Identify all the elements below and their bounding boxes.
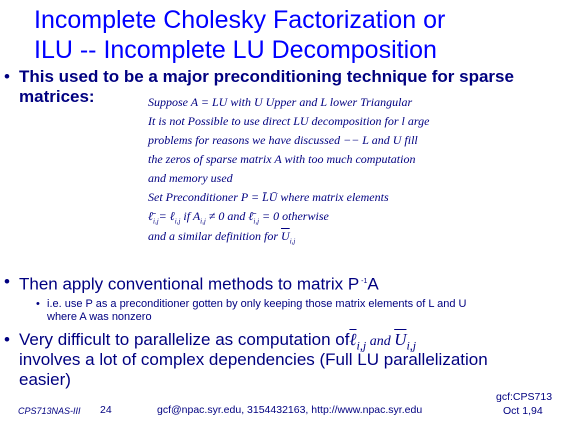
math-line-1: Suppose A = LU with U Upper and L lower Triangular — [148, 95, 413, 109]
bullet2-text: Then apply conventional methods to matrix P $^{-1}$A — [19, 274, 379, 294]
footer-id: gcf:CPS713 — [496, 391, 553, 403]
footer-date: Oct 1,94 — [503, 405, 543, 417]
slide-title-line1: Incomplete Cholesky Factorization or — [34, 6, 446, 34]
math-line-6: Set Preconditioner P = L̄Ū where matrix elements — [148, 190, 389, 204]
math-line-5: and memory used — [148, 171, 233, 185]
footer-contact: gcf@npac.syr.edu, 3154432163, http://www.npac.syr.edu — [157, 404, 423, 416]
math-line-4: the zeros of sparse matrix A with too much computation — [148, 152, 416, 166]
footer-course: CPS713NAS-III — [18, 406, 81, 416]
math-line-3: problems for reasons we have discussed −− L and U fill — [148, 133, 418, 147]
math-line-2: It is not Possible to use direct LU decomposition for l arge — [148, 114, 430, 128]
bullet1-line1: This used to be a major preconditioning technique for sparse — [19, 67, 514, 86]
sub-bullet-line2: where A was nonzero — [47, 311, 152, 323]
sub-bullet-line1: i.e. use P as a preconditioner gotten by only keeping those matrix elements of L and U — [47, 298, 467, 310]
bullet-dot: • — [4, 272, 10, 291]
math-line-8: and a similar definition for $\overline{U}_{i,j}$ — [148, 229, 296, 246]
bullet-dot: • — [4, 67, 10, 86]
bullet-dot: • — [4, 330, 10, 349]
bullet3-line2: involves a lot of complex dependencies (Full LU parallelization — [19, 350, 488, 369]
bullet1-line2: matrices: — [19, 87, 95, 106]
math-line-7: $\ell̄_{i,j}=$ ℓ$_{i,j}$ if $A_{i,j} \ne 0$ and $\ell̄_{i,j} = 0$ otherwise — [148, 209, 329, 226]
slide-title-line2: ILU -- Incomplete LU Decomposition — [34, 36, 437, 64]
footer-page-number: 24 — [100, 404, 112, 416]
bullet3-line1: Very difficult to parallelize as computation ofℓ$_{i,j}$ and $\overline{U}_{i,j}$ — [19, 330, 417, 353]
sub-bullet-dot: • — [36, 298, 40, 310]
bullet3-line3: easier) — [19, 370, 71, 389]
